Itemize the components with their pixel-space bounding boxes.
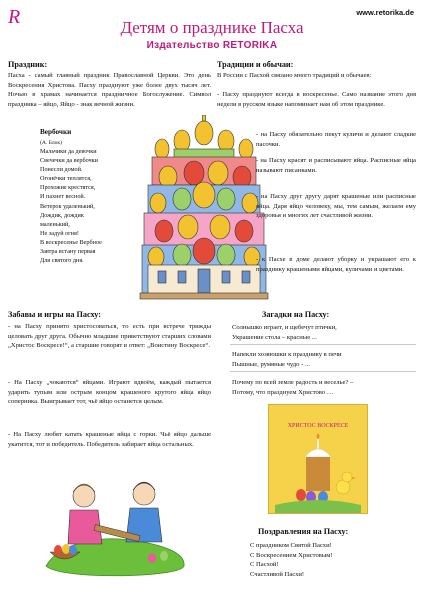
- poem-line: Прохожие крестятся,: [40, 184, 96, 192]
- poem-line: Ветерок удаленький,: [40, 202, 95, 210]
- church-illustration: [138, 115, 270, 300]
- riddle-line: Почему по всей земле радость и веселье? –: [232, 379, 354, 386]
- poem-line: Свечечки да вербочки: [40, 157, 98, 165]
- tradition-bullet: - на Пасху красят и расписывают яйца. Расписные яйца называют писанками.: [256, 157, 416, 174]
- poem-title: Вербочки: [40, 128, 72, 136]
- greeting-line: С Воскресением Христовым!: [250, 551, 333, 559]
- holiday-heading: Праздник:: [8, 60, 48, 69]
- tradition-bullet: - на Пасху обязательно пекут куличи и делают сладкие пасочки.: [256, 131, 416, 148]
- poem-line: Завтра встану первая: [40, 248, 96, 256]
- greeting-line: С Пасхой!: [250, 561, 279, 569]
- traditions-item-sunday: - Пасху празднуют всегда в воскресенье. Само название этого дня недели в русском языке напоминает нам об этом празднике.: [217, 91, 416, 108]
- games-heading: Забавы и игры на Пасху:: [8, 310, 101, 319]
- children-rolling-eggs-illustration: [40, 470, 190, 580]
- poem-line: В воскресенье Вербное: [40, 238, 102, 246]
- poem-line: Огонёчки теплятся,: [40, 175, 92, 183]
- page-title: Детям о празднике Пасха: [120, 18, 304, 37]
- poem-line: Понесли домой.: [40, 166, 83, 174]
- greetings-list: [250, 541, 420, 579]
- games-paragraph: - На Пасху любят катать крашеные яйца с горки. Чьё яйцо дальше укатится, тот и победитель. Победитель забирает яйца остальных.: [8, 431, 211, 448]
- holiday-text: Пасха - самый главный праздник Православной Церкви. Это день Воскресения Христова. Пасху празднуют уже более двух тысяч лет. Ночью в храмах начинается праздничное Богослужение. Символ праздника – яйцо, Яйцо - знак вечной жизни.: [8, 72, 211, 108]
- poem-line: Не задуй огня!: [40, 229, 79, 237]
- riddle-line: Потому, что празднуем Христово …: [232, 388, 334, 396]
- riddle: [232, 323, 422, 342]
- poem-line: маленький,: [40, 220, 70, 228]
- easter-card-image: [268, 404, 368, 514]
- poem-line: Мальчики да девочки: [40, 148, 97, 155]
- poem-line: И пахнет весной.: [40, 193, 86, 201]
- riddle: [232, 350, 422, 369]
- page-subtitle: Издательство RETORIKA: [146, 40, 278, 51]
- riddle-line: Пышные, румяные чудо - ...: [232, 360, 310, 368]
- games-paragraph: - на Пасху принято христосоваться, то есть при встрече трижды целовать друг друга. Обычно младшие приветствуют старших словами „Христос Воскресе!“, а старшие говорят в ответ: „Воистину Воскресе“.: [8, 323, 211, 350]
- poem-lines: [40, 147, 140, 265]
- games-paragraph: - На Пасху „чокаются“ яйцами. Играют вдвоём, каждый пытается ударить тупым или острым концом крашеного крутого яйца яйцо соперника. Выигрывает тот, чьё яйцо останется целым.: [8, 379, 211, 406]
- riddle-divider: [230, 371, 416, 372]
- poem-line: Дождик, дождик: [40, 211, 84, 219]
- riddle-divider: [230, 344, 416, 345]
- traditions-heading: Традиции и обычаи:: [217, 60, 294, 69]
- easter-card-text: ХРИСТОС ВОСКРЕСЕ: [287, 423, 349, 429]
- publisher-logo: R: [8, 6, 21, 28]
- riddle-line: Напекли хозяюшки к празднику в печи: [232, 351, 342, 358]
- poem-line: Для святого дня.: [40, 257, 84, 265]
- poem-block: [40, 128, 140, 265]
- tradition-bullet: - к Пасхе в доме делают уборку и украшают его к празднику крашеными яйцами, куличами и цветами.: [256, 256, 416, 273]
- kulich-and-chick-icon: [269, 431, 367, 513]
- riddle-line: Солнышко играет, и щебечут птички,: [232, 324, 337, 331]
- riddle: [232, 378, 422, 397]
- poem-author: (А. Блок): [40, 140, 63, 146]
- traditions-intro: В России с Пасхой связано много традиций и обычаев:: [217, 72, 372, 79]
- riddle-line: Украшение стола – красные ...: [232, 333, 317, 341]
- tradition-bullet: - на Пасху друг другу дарят крашеные или расписные яйца. Даря яйцо человеку, мы, тем самым, желаем ему здоровья и многих лет счастливой жизни.: [256, 193, 416, 220]
- greeting-line: Счастливой Пасхи!: [250, 570, 305, 578]
- greeting-line: С праздником Святой Пасхи!: [250, 542, 332, 549]
- website-link[interactable]: www.retorika.de: [356, 8, 414, 17]
- riddles-heading: Загадки на Пасху:: [262, 310, 330, 319]
- greetings-heading: Поздравления на Пасху:: [258, 527, 349, 536]
